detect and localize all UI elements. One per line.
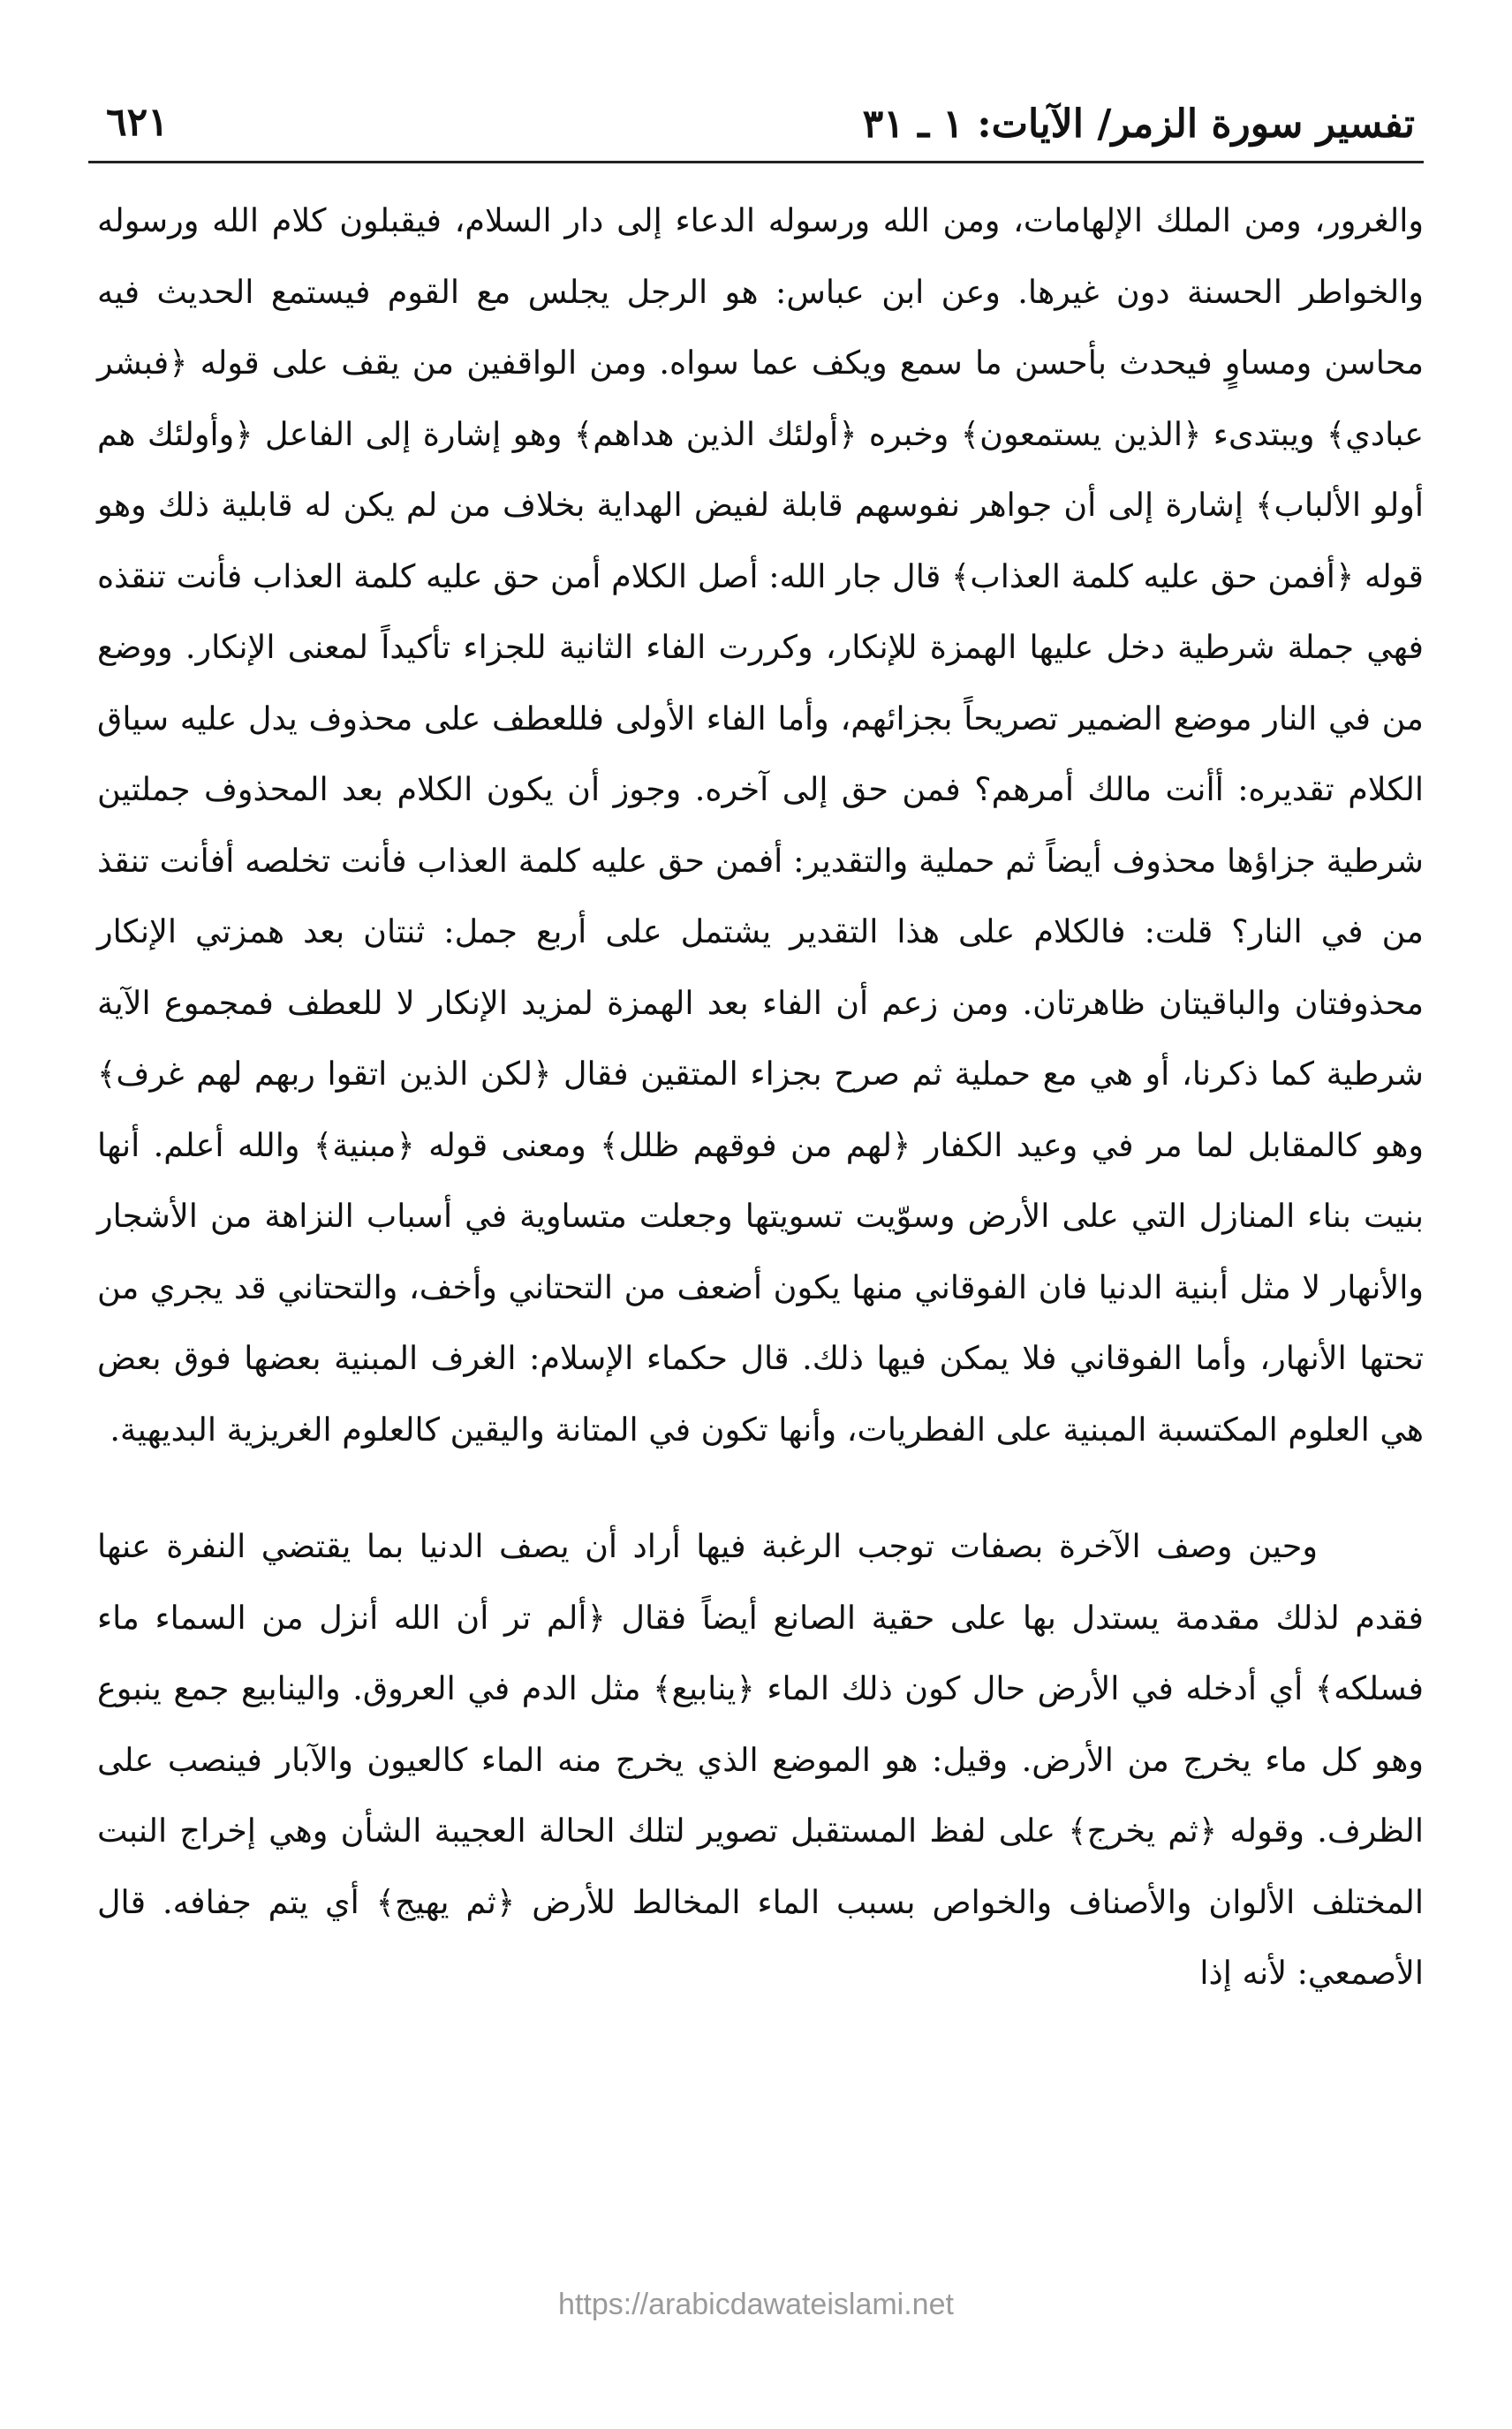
paragraph: والغرور، ومن الملك الإلهامات، ومن الله ورسوله الدعاء إلى دار السلام، فيقبلون كلام الله ورسوله والخواطر الحسنة دون غيرها. وعن ابن عباس: هو الرجل يجلس مع القوم فيستمع الحديث فيه محاسن ومساوٍ فيحدث بأحسن ما سمع ويكف عما سواه. ومن الواقفين من يقف على قوله ﴿فبشر عبادي﴾ ويبتدىء ﴿الذين يستمعون﴾ وخبره ﴿أولئك الذين هداهم﴾ وهو إشارة إلى الفاعل ﴿وأولئك هم أولو الألباب﴾ إشارة إلى أن جواهر نفوسهم قابلة لفيض الهداية بخلاف من لم يكن له قابلية ذلك وهو قوله ﴿أفمن حق عليه كلمة العذاب﴾ قال جار الله: أصل الكلام أمن حق عليه كلمة العذاب فأنت تنقذه فهي جملة شرطية دخل عليها الهمزة للإنكار، وكررت الفاء الثانية للجزاء تأكيداً لمعنى الإنكار. ووضع من في النار موضع الضمير تصريحاً بجزائهم، وأما الفاء الأولى فللعطف على محذوف يدل عليه سياق الكلام تقديره: أأنت مالك أمرهم؟ فمن حق إلى آخره. وجوز أن يكون الكلام بعد المحذوف جملتين شرطية جزاؤها محذوف أيضاً ثم حملية والتقدير: أفمن حق عليه كلمة العذاب فأنت تخلصه أفأنت تنقذ من في النار؟ قلت: فالكلام على هذا التقدير يشتمل على أربع جمل: ثنتان بعد همزتي الإنكار محذوفتان والباقيتان ظاهرتان. ومن زعم أن الفاء بعد الهمزة لمزيد الإنكار لا للعطف فمجموع الآية شرطية كما ذكرنا، أو هي مع حملية ثم صرح بجزاء المتقين فقال ﴿لكن الذين اتقوا ربهم لهم غرف﴾ وهو كالمقابل لما مر في وعيد الكفار ﴿لهم من فوقهم ظلل﴾ ومعنى قوله ﴿مبنية﴾ والله أعلم. أنها بنيت بناء المنازل التي على الأرض وسوّيت تسويتها وجعلت متساوية في أسباب النزاهة من الأشجار والأنهار لا مثل أبنية الدنيا فان الفوقاني منها يكون أضعف من التحتاني وأخف، والتحتاني قد يجري من تحتها الأنهار، وأما الفوقاني فلا يمكن فيها ذلك. قال حكماء الإسلام: الغرف المبنية بعضها فوق بعض هي العلوم المكتسبة المبنية على الفطريات، وأنها تكون في المتانة واليقين كالعلوم الغريزية البديهية. [97,201,1424,1449]
running-title: تفسير سورة الزمر/ الآيات: ١ ـ ٣١ [862,102,1415,147]
paragraph: وحين وصف الآخرة بصفات توجب الرغبة فيها أراد أن يصف الدنيا بما يقتضي النفرة عنها فقدم لذلك مقدمة يستدل بها على حقية الصانع أيضاً فقال ﴿ألم تر أن الله أنزل من السماء ماء فسلكه﴾ أي أدخله في الأرض حال كون ذلك الماء ﴿ينابيع﴾ مثل الدم في العروق. والينابيع جمع ينبوع وهو كل ماء يخرج من الأرض. وقيل: هو الموضع الذي يخرج منه الماء كالعيون والآبار فينصب على الظرف. وقوله ﴿ثم يخرج﴾ على لفظ المستقبل تصوير لتلك الحالة العجيبة الشأن وهي إخراج النبت المختلف الألوان والأصناف والخواص بسبب الماء المخالط للأرض ﴿ثم يهيج﴾ أي يتم جفافه. قال الأصمعي: لأنه إذا [97,1527,1424,1992]
page-number: ٦٢١ [106,100,169,145]
page-header [88,84,1424,163]
body-text [97,185,1424,2009]
watermark-link[interactable]: https://arabicdawateislami.net [558,2288,954,2321]
header-rule [88,161,1424,163]
